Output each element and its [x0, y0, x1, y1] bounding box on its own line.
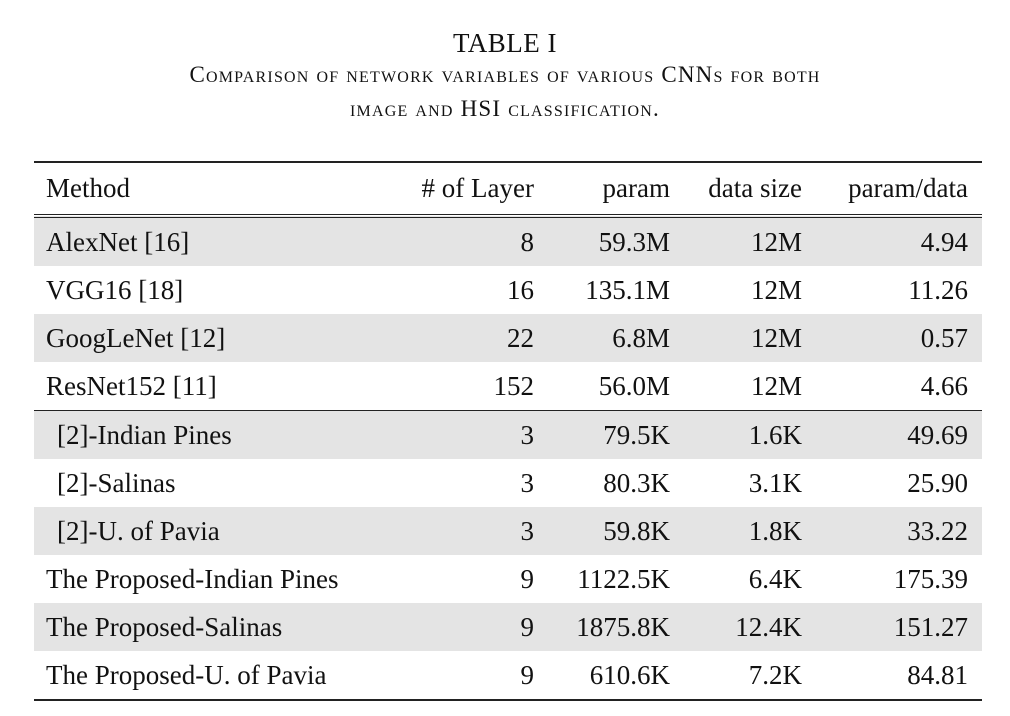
- table-row: [34, 507, 982, 555]
- cell-param: 79.5K: [546, 411, 678, 460]
- cell-layers: 3: [376, 507, 546, 555]
- cell-param-data: 0.57: [812, 314, 982, 362]
- cell-param: 1122.5K: [577, 563, 670, 594]
- cell-data-size: 3.1K: [748, 467, 802, 498]
- cell-data-size: 12M: [750, 274, 802, 305]
- cell-param: 1875.8K: [546, 603, 678, 651]
- cell-layers: 22: [376, 314, 546, 362]
- table-caption-line-1: Comparison of network variables of various CNNs for both: [189, 62, 821, 87]
- cell-param: 59.3M: [546, 216, 678, 266]
- cell-data-size: 12.4K: [678, 603, 812, 651]
- cell-layers: 9: [520, 563, 534, 594]
- cell-data-size: 1.6K: [678, 411, 812, 460]
- cell-param-data: 4.66: [920, 370, 968, 401]
- cell-param: 56.0M: [598, 370, 670, 401]
- cell-param: 80.3K: [603, 467, 670, 498]
- table-row: [34, 459, 982, 507]
- cell-method: The Proposed-U. of Pavia: [34, 651, 376, 700]
- table-row: [34, 314, 982, 362]
- table-row: [34, 216, 982, 266]
- cell-method: [2]-Salinas: [57, 467, 176, 498]
- cell-method: The Proposed-Indian Pines: [46, 563, 339, 594]
- cell-param-data: 33.22: [812, 507, 982, 555]
- header-layers: # of Layer: [376, 162, 546, 216]
- cell-param: 135.1M: [585, 274, 670, 305]
- cell-data-size: 7.2K: [678, 651, 812, 700]
- cell-layers: 8: [376, 216, 546, 266]
- cell-param-data: 175.39: [893, 563, 968, 594]
- header-param: param: [546, 162, 678, 216]
- cell-param-data: 151.27: [812, 603, 982, 651]
- table-row: [34, 651, 982, 700]
- cell-data-size: 1.8K: [678, 507, 812, 555]
- table-row: [34, 555, 982, 603]
- table-row: [34, 266, 982, 314]
- cell-method: The Proposed-Salinas: [34, 603, 376, 651]
- cell-method: VGG16 [18]: [46, 274, 184, 305]
- cell-data-size: 12M: [678, 314, 812, 362]
- cell-param-data: 49.69: [812, 411, 982, 460]
- cell-method: [2]-U. of Pavia: [34, 507, 376, 555]
- table-row: [34, 411, 982, 460]
- cell-param-data: 4.94: [812, 216, 982, 266]
- cell-method: AlexNet [16]: [34, 216, 376, 266]
- cell-param-data: 25.90: [907, 467, 968, 498]
- table-caption-line-2: image and HSI classification.: [350, 96, 660, 121]
- cell-method: GoogLeNet [12]: [34, 314, 376, 362]
- cell-param: 610.6K: [546, 651, 678, 700]
- table-label: TABLE I: [452, 28, 558, 58]
- cell-param: 6.8M: [546, 314, 678, 362]
- cell-param-data: 11.26: [908, 274, 968, 305]
- table-header-row: [34, 162, 982, 216]
- cell-layers: 16: [507, 274, 534, 305]
- header-param-data: param/data: [812, 162, 982, 216]
- table-row: [34, 362, 982, 411]
- cell-layers: 9: [376, 651, 546, 700]
- cell-data-size: 12M: [678, 216, 812, 266]
- table-row: [34, 603, 982, 651]
- header-method: Method: [34, 162, 376, 216]
- cell-layers: 3: [376, 411, 546, 460]
- comparison-table: [34, 161, 982, 701]
- cell-data-size: 12M: [750, 370, 802, 401]
- cell-param: 59.8K: [546, 507, 678, 555]
- cell-param-data: 84.81: [812, 651, 982, 700]
- cell-data-size: 6.4K: [748, 563, 802, 594]
- cell-method: ResNet152 [11]: [46, 370, 217, 401]
- cell-layers: 152: [493, 370, 534, 401]
- cell-layers: 9: [376, 603, 546, 651]
- cell-method: [2]-Indian Pines: [34, 411, 376, 460]
- header-data-size: data size: [678, 162, 812, 216]
- cell-layers: 3: [520, 467, 534, 498]
